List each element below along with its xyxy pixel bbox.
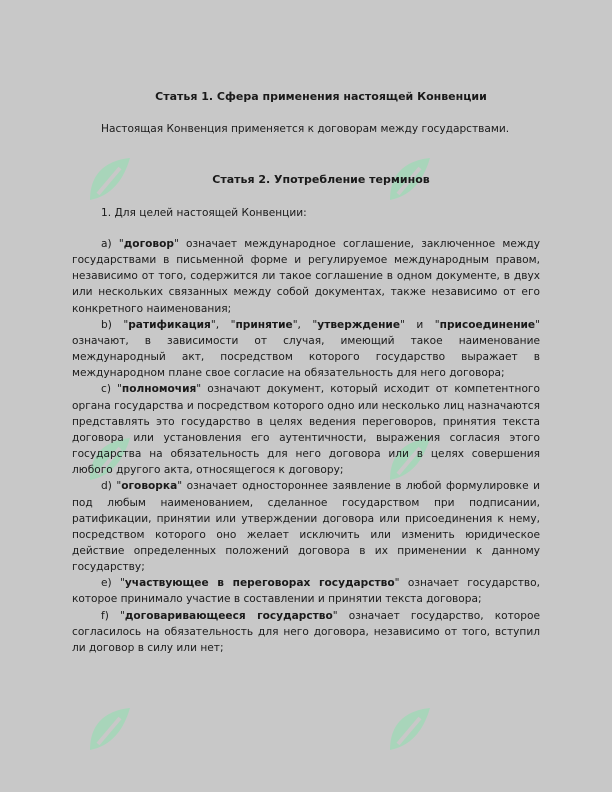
definition-f: f) "договаривающееся государство" означает государство, которое согласилось на обязательность для него договора, независимо от того, вступил ли договор в силу или нет; <box>72 609 540 654</box>
definition-d: d) "оговорка" означает одностороннее заявление в любой формулировке и под любым наименованием, сделанное государством при подписании, ратификации, принятии или утверждении договора или присоединения к нему, посредством которого оно желает исключить или изменить юридическое действие определенных положений договора в их применении к данному государству; <box>72 480 540 574</box>
article1-title: Статья 1. Сфера применения настоящей Конвенции <box>155 90 487 103</box>
article2-title: Статья 2. Употребление терминов <box>212 173 430 186</box>
article2-intro: 1. Для целей настоящей Конвенции: <box>101 207 307 219</box>
definition-b: b) "ратификация", "принятие", "утверждение" и "присоединение" означают, в зависимости от случая, имеющий такое наименование международный акт, посредством которого государство выражает в международном плане свое согласие на обязательность для него договора; <box>72 318 540 380</box>
definition-a: а) "договор" означает международное соглашение, заключенное между государствами в письменной форме и регулируемое международным правом, независимо от того, содержится ли такое соглашение в одном документе, в двух или нескольких связанных между собой документах, также независимо от его конкретного наименования; <box>72 238 540 315</box>
definitions-list <box>72 236 540 656</box>
watermark-logo-icon <box>380 700 440 760</box>
definition-c: c) "полномочия" означают документ, который исходит от компетентного органа государства и посредством которого одно или несколько лиц назначаются представлять это государство в целях ведения переговоров, принятия текста договора или установления его аутентичности, выражения согласия этого государства на обязательность для него договора или в целях совершения любого другого акта, относящегося к договору; <box>72 383 540 477</box>
definition-e: e) "участвующее в переговорах государство" означает государство, которое принимало участие в составлении и принятии текста договора; <box>72 577 540 606</box>
article1-text: Настоящая Конвенция применяется к договорам между государствами. <box>101 123 510 135</box>
watermark-logo-icon <box>80 700 140 760</box>
